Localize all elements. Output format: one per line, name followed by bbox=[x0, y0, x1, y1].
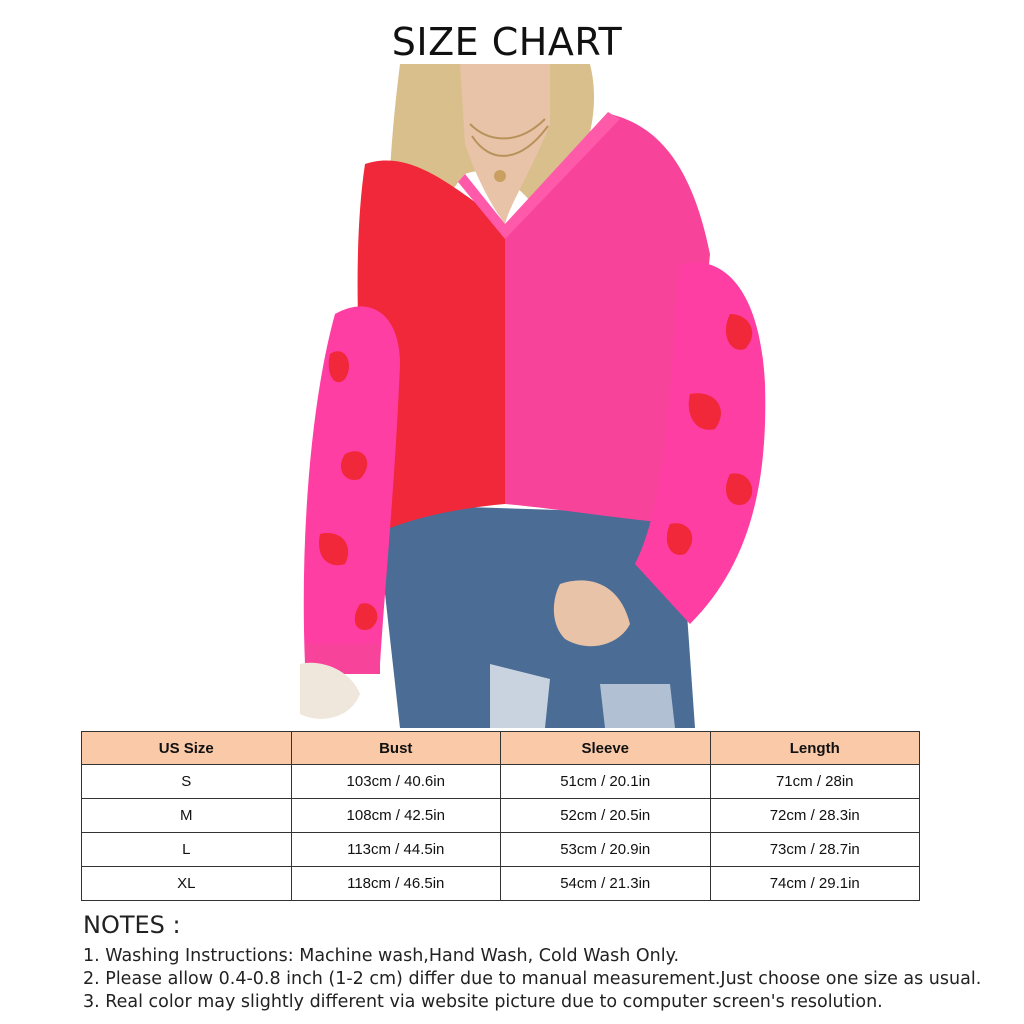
size-chart-table bbox=[81, 731, 920, 901]
table-cell: 72cm / 28.3in bbox=[710, 799, 920, 833]
note-measurement: 2. Please allow 0.4-0.8 inch (1-2 cm) differ due to manual measurement.Just choose one size as usual. bbox=[83, 969, 982, 989]
table-row bbox=[82, 765, 920, 799]
table-cell: L bbox=[82, 833, 292, 867]
table-cell: 108cm / 42.5in bbox=[291, 799, 501, 833]
table-cell: 74cm / 29.1in bbox=[710, 867, 920, 901]
table-cell: 113cm / 44.5in bbox=[291, 833, 501, 867]
page-title: SIZE CHART bbox=[391, 20, 623, 64]
notes-heading: NOTES : bbox=[83, 911, 181, 939]
table-cell: 53cm / 20.9in bbox=[501, 833, 711, 867]
column-header-length: Length bbox=[710, 732, 920, 765]
table-cell: XL bbox=[82, 867, 292, 901]
table-cell: 51cm / 20.1in bbox=[501, 765, 711, 799]
table-cell: 71cm / 28in bbox=[710, 765, 920, 799]
table-row bbox=[82, 833, 920, 867]
table-cell: S bbox=[82, 765, 292, 799]
table-cell: 54cm / 21.3in bbox=[501, 867, 711, 901]
table-cell: M bbox=[82, 799, 292, 833]
table-cell: 118cm / 46.5in bbox=[291, 867, 501, 901]
column-header-us-size: US Size bbox=[82, 732, 292, 765]
column-header-bust: Bust bbox=[291, 732, 501, 765]
table-row bbox=[82, 799, 920, 833]
note-washing: 1. Washing Instructions: Machine wash,Hand Wash, Cold Wash Only. bbox=[83, 946, 680, 966]
table-row bbox=[82, 867, 920, 901]
left-sleeve bbox=[304, 306, 400, 664]
product-photo bbox=[290, 64, 770, 728]
table-cell: 52cm / 20.5in bbox=[501, 799, 711, 833]
table-cell: 73cm / 28.7in bbox=[710, 833, 920, 867]
column-header-sleeve: Sleeve bbox=[501, 732, 711, 765]
table-header-row bbox=[82, 732, 920, 765]
table-cell: 103cm / 40.6in bbox=[291, 765, 501, 799]
note-color: 3. Real color may slightly different via website picture due to computer screen's resolution. bbox=[83, 992, 883, 1012]
